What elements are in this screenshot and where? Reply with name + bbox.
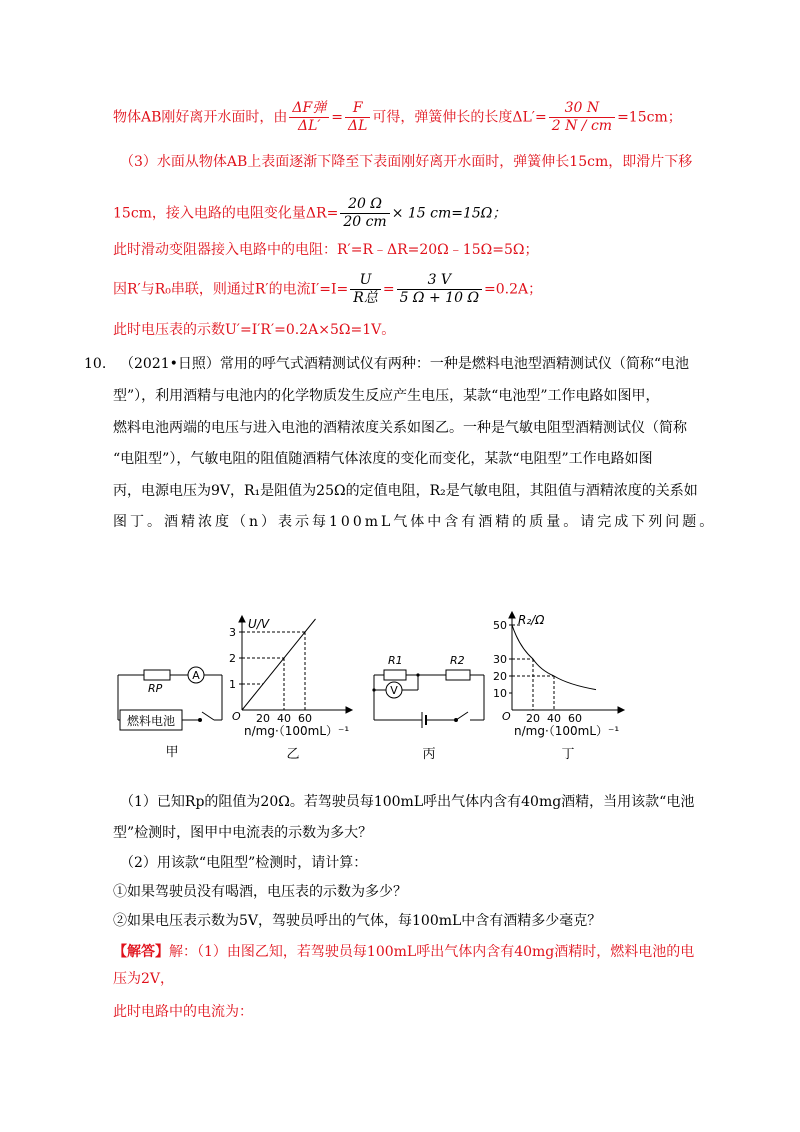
resistor-r2	[446, 670, 470, 680]
y-tick-label: 50	[493, 619, 507, 632]
figure-bing-circuit	[366, 640, 496, 762]
denominator: 5 Ω + 10 Ω	[399, 290, 480, 306]
question-line-6: 图丁。酒精浓度（n）表示每100mL气体中含有酒精的质量。请完成下列问题。	[113, 514, 717, 530]
battery-label: 燃料电池	[126, 714, 176, 728]
caption-bing: 丙	[422, 747, 436, 762]
numerator: 20 Ω	[340, 196, 389, 214]
x-tick-label: 20	[256, 712, 270, 725]
solution-line-1	[113, 100, 682, 135]
figure-jia-circuit	[110, 660, 230, 760]
caption-jia: 甲	[165, 745, 179, 760]
series-curve	[512, 625, 596, 690]
text: 15cm，接入电路的电阻变化量ΔR=	[113, 205, 339, 222]
series-line	[242, 619, 316, 710]
x-tick-label: 60	[568, 712, 582, 725]
voltmeter-label: V	[390, 684, 398, 697]
figure-ding-chart	[493, 610, 646, 762]
question-line-5: 丙，电源电压为9V，R₁是阻值为25Ω的定值电阻，R₂是气敏电阻，其阻值与酒精浓度的关系如	[113, 483, 698, 499]
question-number: 10.	[84, 356, 107, 372]
r1-label: R1	[388, 654, 403, 667]
y-axis-label: U/V	[248, 617, 270, 631]
subq-2: （2）用该款“电阻型”检测时，请计算：	[120, 855, 368, 871]
subq-1a: （1）已知Rp的阻值为20Ω。若驾驶员每100mL呼出气体内含有40mg酒精，当用该款“电池	[120, 794, 695, 810]
solution-line-4: 此时滑动变阻器接入电路中的电阻：R′=R﹣ΔR=20Ω﹣15Ω=5Ω；	[113, 242, 539, 258]
text: 可得，弹簧伸长的长度ΔL′=	[372, 109, 547, 126]
x-tick-label: 40	[547, 712, 561, 725]
subq-1b: 型”检测时，图甲中电流表的示数为多大？	[113, 825, 373, 841]
solution-line-3	[113, 196, 506, 231]
resistor-r1	[384, 670, 406, 680]
fraction-delta-f	[289, 100, 329, 135]
x-tick-label: 20	[526, 712, 540, 725]
y-axis-label: R₂/Ω	[518, 613, 545, 627]
numerator: U	[350, 272, 381, 290]
solution-line-6: 此时电压表的示数U′=I′R′=0.2A×5Ω=1V。	[113, 322, 396, 338]
y-tick-label: 30	[493, 653, 507, 666]
text: 物体AB刚好离开水面时，由	[113, 109, 288, 126]
rp-label: RP	[148, 682, 163, 695]
numerator: ΔF弹	[289, 100, 329, 118]
solution-line-5	[113, 272, 542, 307]
fraction-20ohm	[340, 196, 389, 231]
answer-line-1	[113, 942, 694, 962]
y-tick-label: 1	[229, 678, 236, 691]
x-axis-label: n/mg·（100mL）⁻¹	[514, 724, 620, 738]
answer-tag: 【解答】	[113, 944, 169, 960]
ammeter-label: A	[192, 669, 200, 682]
fraction-3v	[397, 272, 482, 307]
question-line-3: 燃料电池两端的电压与进入电池的酒精浓度关系如图乙。一种是气敏电阻型酒精测试仪（简称	[113, 420, 687, 436]
y-tick-label: 3	[229, 626, 236, 639]
subq-2b: ②如果电压表示数为5V，驾驶员呼出的气体，每100mL中含有酒精多少毫克？	[113, 913, 602, 929]
text: 解：（1）由图乙知，若驾驶员每100mL呼出气体内含有40mg酒精时，燃料电池的电	[169, 944, 695, 960]
fraction-f-over-dl	[345, 100, 370, 135]
fraction-u-over-r	[350, 272, 381, 307]
denominator: 2 N / cm	[551, 118, 613, 134]
text: =15cm；	[617, 109, 682, 126]
caption-yi: 乙	[286, 747, 300, 762]
answer-line-3: 此时电路中的电流为：	[113, 1004, 253, 1020]
text: =	[382, 281, 395, 298]
question-line-4: “电阻型”），气敏电阻的阻值随酒精气体浓度的变化而变化，某款“电阻型”工作电路如图	[113, 451, 653, 467]
denominator: ΔL′	[298, 118, 321, 134]
y-tick-label: 20	[493, 670, 507, 683]
numerator: 3 V	[397, 272, 482, 290]
x-tick-label: 60	[298, 712, 312, 725]
origin-label: O	[232, 710, 241, 723]
resistor-rp	[144, 670, 170, 680]
figure-yi-chart	[228, 614, 368, 762]
subq-2a: ①如果驾驶员没有喝酒，电压表的示数为多少？	[113, 884, 407, 900]
solution-line-2: （3）水面从物体AB上表面逐渐下降至下表面刚好离开水面时，弹簧伸长15cm，即滑片下移	[120, 154, 693, 170]
numerator: 30 N	[549, 100, 615, 118]
x-tick-label: 40	[277, 712, 291, 725]
origin-label: O	[502, 710, 511, 723]
fraction-30n	[549, 100, 615, 135]
answer-line-2: 压为2V，	[113, 971, 175, 987]
question-line-2: 型”），利用酒精与电池内的化学物质发生反应产生电压，某款“电池型”工作电路如图甲，	[113, 388, 660, 404]
numerator: F	[345, 100, 370, 118]
text: × 15 cm=15Ω；	[391, 205, 507, 222]
r2-label: R2	[450, 654, 465, 667]
x-axis-label: n/mg·（100mL）⁻¹	[244, 724, 350, 738]
text: 因R′与R₀串联，则通过R′的电流I′=I=	[113, 281, 349, 298]
denominator: 20 cm	[343, 214, 387, 230]
caption-ding: 丁	[561, 747, 575, 762]
text: =	[331, 109, 343, 126]
y-tick-label: 2	[229, 652, 236, 665]
text: =0.2A；	[484, 281, 543, 298]
y-tick-label: 10	[493, 687, 507, 700]
question-line-1: （2021•日照）常用的呼气式酒精测试仪有两种：一种是燃料电池型酒精测试仪（简称“电池	[120, 356, 690, 372]
denominator: ΔL	[347, 118, 368, 134]
denominator: R总	[353, 290, 378, 306]
